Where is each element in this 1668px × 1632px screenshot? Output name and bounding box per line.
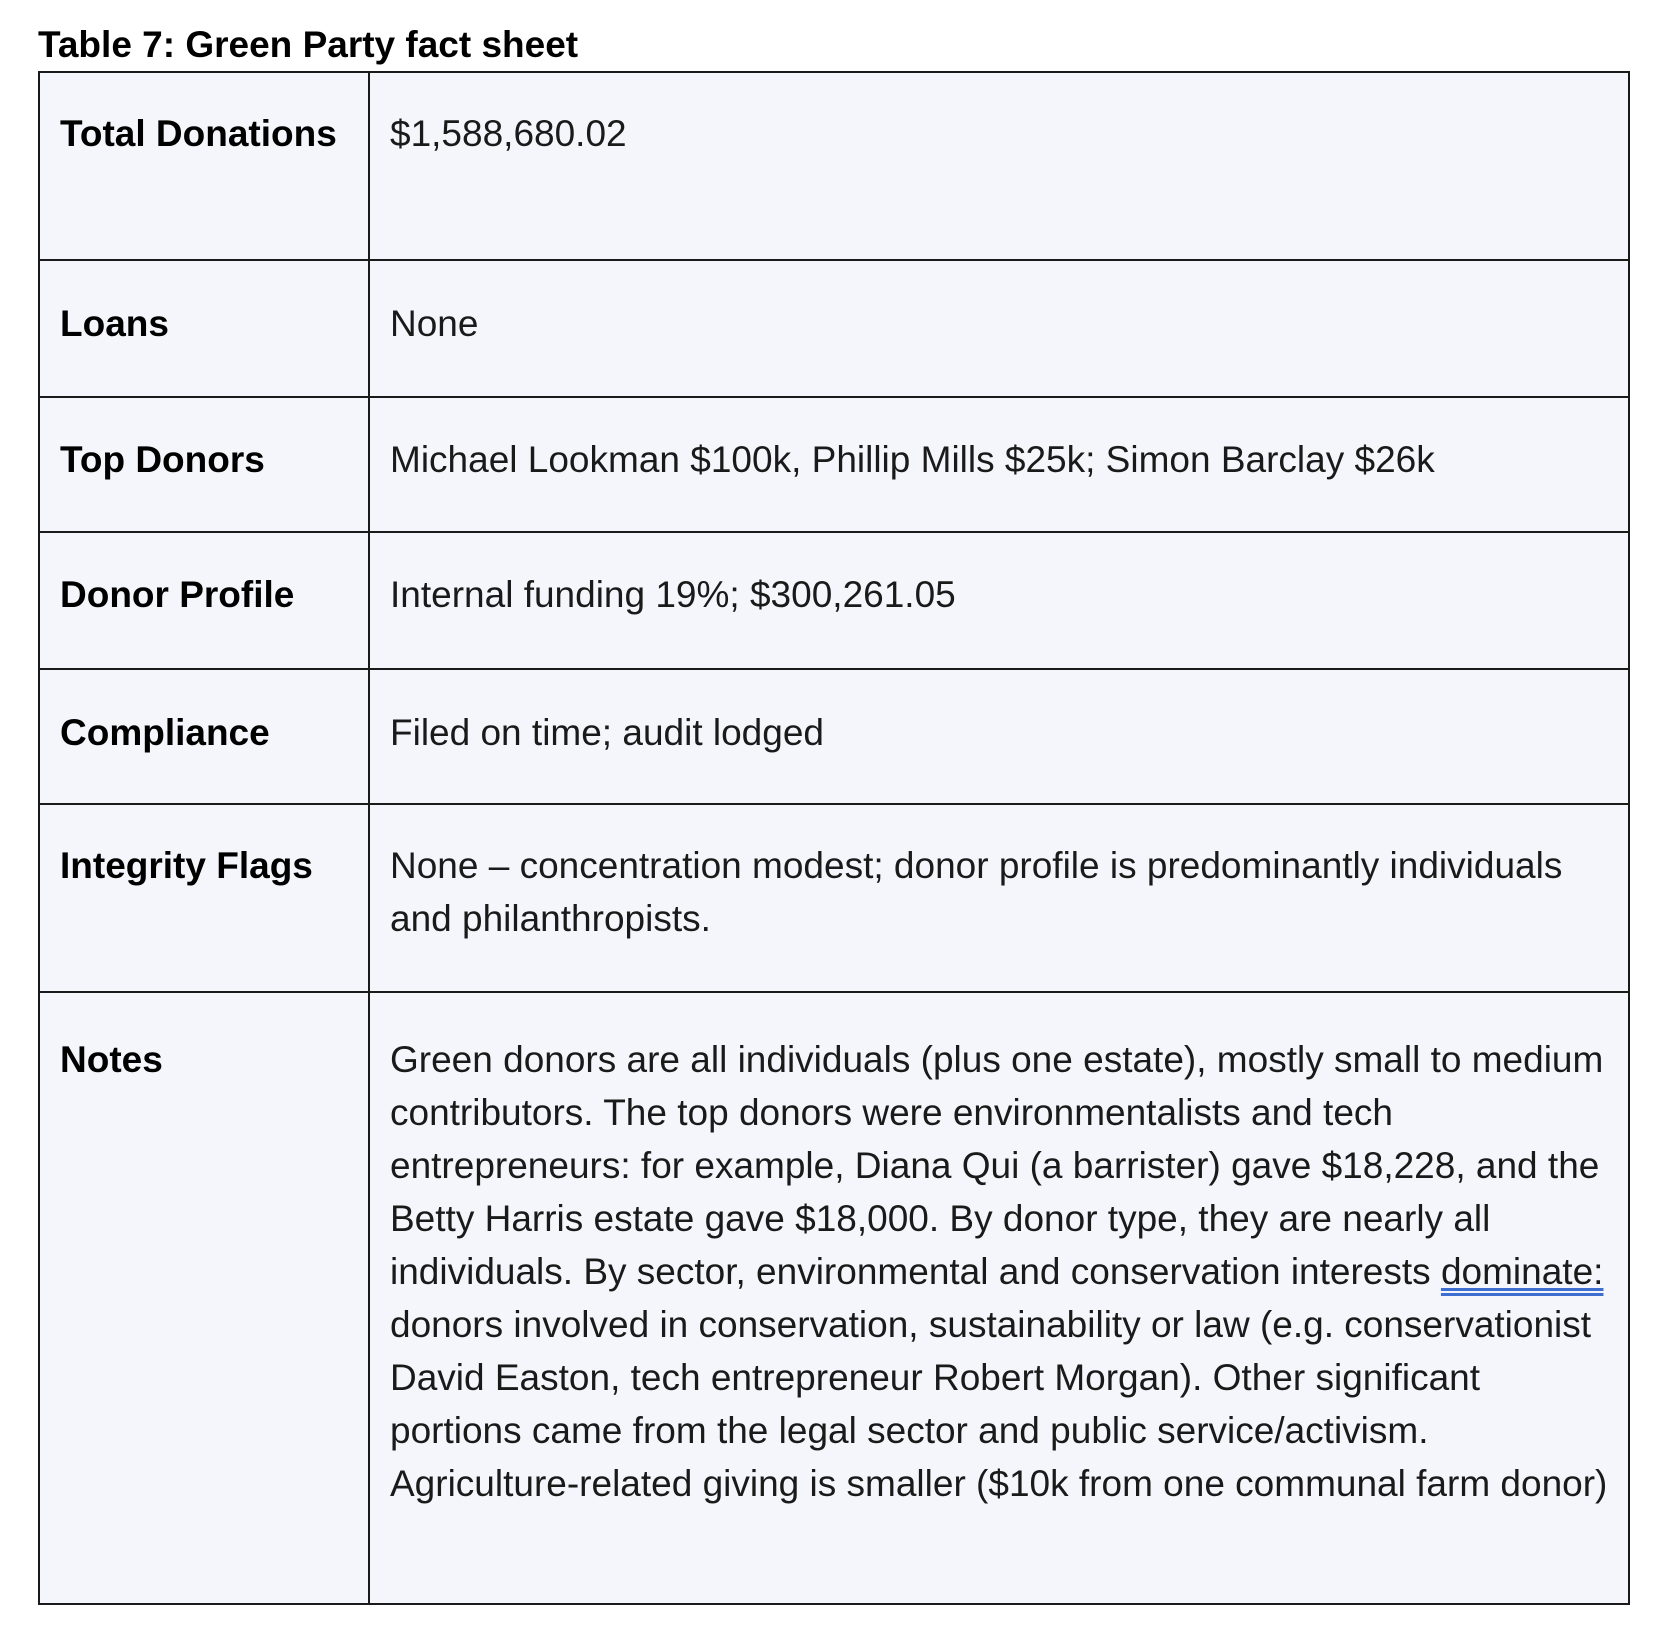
table-row-loans: [39, 260, 1629, 397]
row-label: Notes: [39, 992, 369, 1604]
row-value: None – concentration modest; donor profile is predominantly individuals and philanthropists.: [369, 804, 1629, 992]
row-value: [369, 992, 1629, 1604]
row-label: Donor Profile: [39, 532, 369, 669]
row-label: Integrity Flags: [39, 804, 369, 992]
row-value: Michael Lookman $100k, Phillip Mills $25k; Simon Barclay $26k: [369, 397, 1629, 532]
row-label: Compliance: [39, 669, 369, 804]
row-value: Filed on time; audit lodged: [369, 669, 1629, 804]
notes-text-part: donors involved in conservation, sustainability or law (e.g. conservationist David Easton, tech entrepreneur Robert Morgan). Other significant portions came from the legal sector and public service/activism. Agriculture-related giving is smaller ($10k from one communal farm donor): [390, 1304, 1608, 1504]
notes-text-part: Green donors are all individuals (plus one estate), mostly small to medium contributors. The top donors were environmentalists and tech entrepreneurs: for example, Diana Qui (a barrister) gave $18,228, and the Betty Harris estate gave $18,000. By donor type, they are nearly all individuals. By sector, environmental and conservation interests: [390, 1039, 1604, 1292]
fact-sheet-table: [38, 71, 1630, 1605]
row-label: Loans: [39, 260, 369, 397]
row-value: $1,588,680.02: [369, 72, 1629, 260]
row-value: None: [369, 260, 1629, 397]
spellcheck-underlined-word[interactable]: dominate:: [1440, 1251, 1604, 1292]
table-row-donor-profile: [39, 532, 1629, 669]
table-row-compliance: [39, 669, 1629, 804]
row-label: Top Donors: [39, 397, 369, 532]
table-row-integrity-flags: [39, 804, 1629, 992]
table-caption: Table 7: Green Party fact sheet: [38, 24, 579, 65]
table-row-total-donations: [39, 72, 1629, 260]
row-value: Internal funding 19%; $300,261.05: [369, 532, 1629, 669]
table-row-notes: [39, 992, 1629, 1604]
table-row-top-donors: [39, 397, 1629, 532]
row-label: Total Donations: [39, 72, 369, 260]
